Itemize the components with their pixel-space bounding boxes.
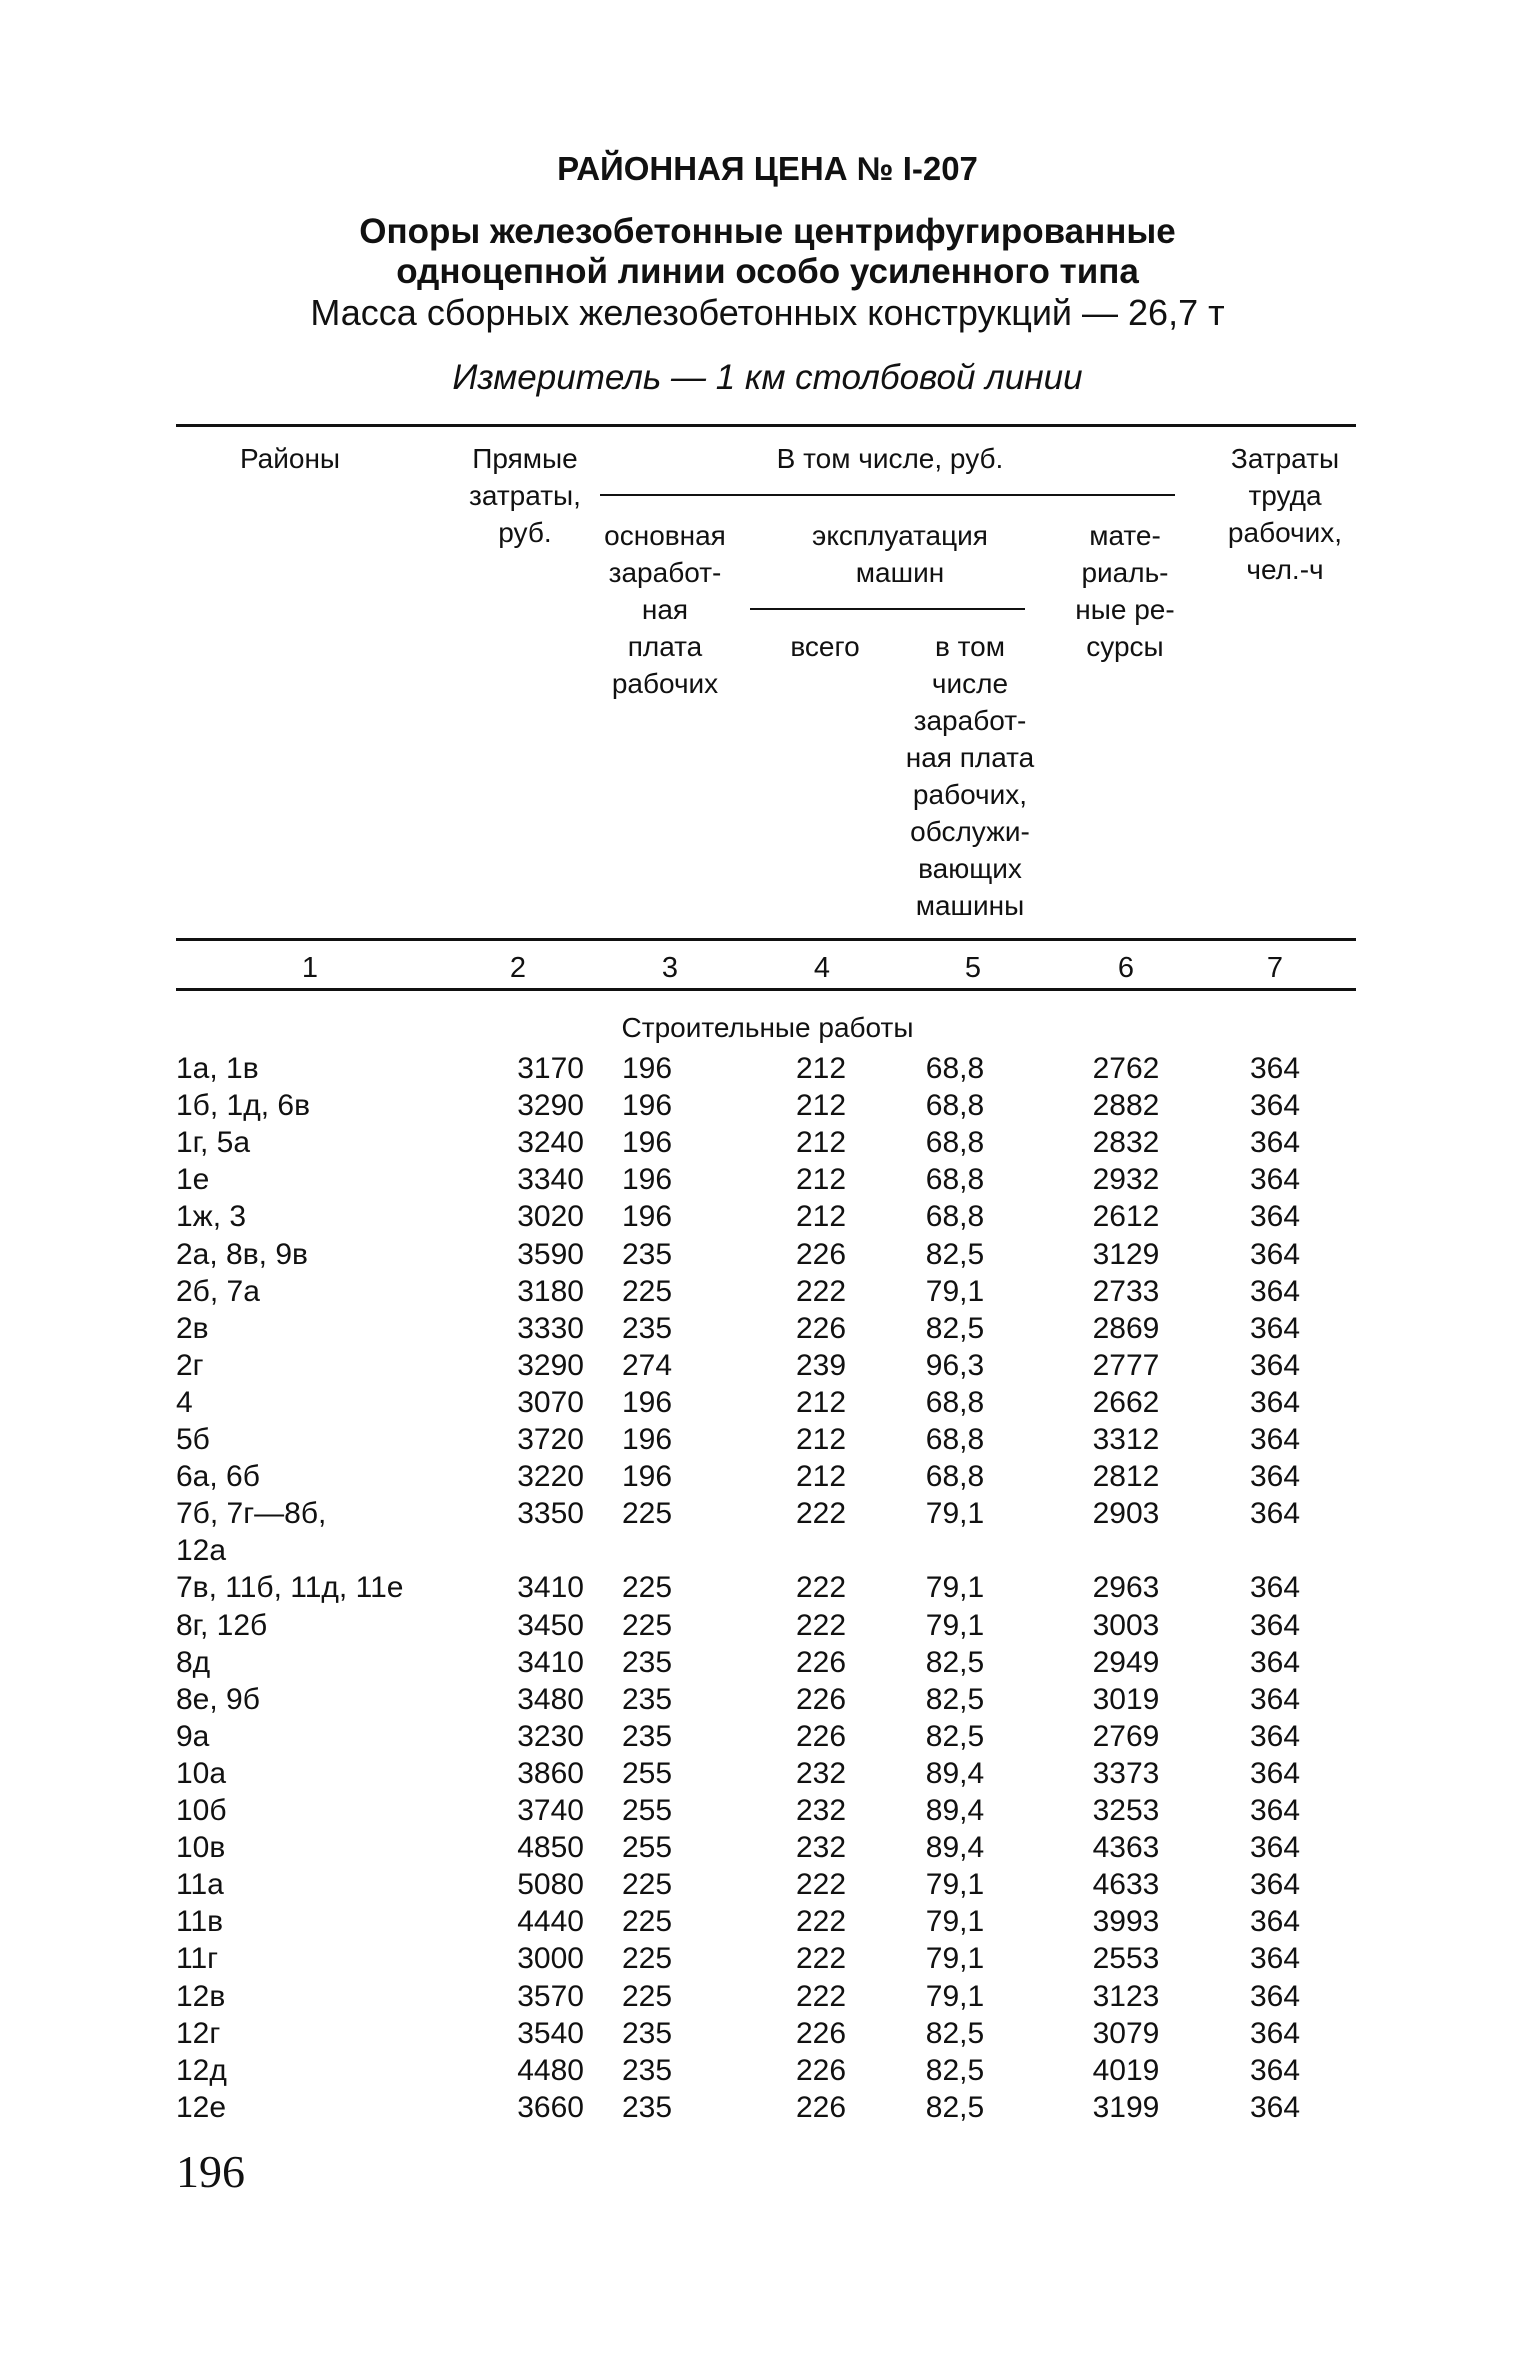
table-cell: 364 [1249, 1126, 1301, 1160]
table-cell: 12в [176, 1979, 226, 2013]
table-cell: 89,4 [925, 1831, 985, 1865]
table-cell: 3740 [517, 1794, 584, 1827]
table-row [0, 1757, 1535, 1794]
header-labor-line-4: чел.-ч [1246, 554, 1324, 585]
column-number-7: 7 [1266, 952, 1284, 984]
table-cell: 364 [1249, 1311, 1301, 1345]
table-cell: 3590 [517, 1237, 584, 1271]
table-cell: 222 [795, 1497, 847, 1531]
table-cell: 225 [621, 1942, 673, 1976]
table-cell: 82,5 [925, 2053, 985, 2087]
table-cell: 212 [795, 1163, 847, 1197]
header-wages-line-4: плата [627, 631, 703, 662]
section-title: Строительные работы [621, 1012, 914, 1043]
table-cell: 364 [1249, 1608, 1301, 1642]
table-cell: 2г [176, 1348, 204, 1382]
table-cell: 235 [621, 1719, 673, 1753]
measure-unit: Измеритель — 1 км столбовой линии [452, 358, 1083, 397]
table-row [0, 1942, 1535, 1979]
header-machines-wages-line-5: рабочих, [912, 779, 1028, 810]
table-cell: 4633 [1092, 1868, 1160, 1902]
column-numbers-bottom-rule [176, 988, 1356, 991]
table-cell: 212 [795, 1200, 847, 1234]
table-cell: 364 [1249, 1794, 1301, 1827]
column-number-4: 4 [813, 952, 831, 984]
table-row [0, 1349, 1535, 1386]
table-row [0, 1534, 1535, 1571]
table-cell: 232 [795, 1831, 847, 1865]
table-cell: 364 [1249, 1497, 1301, 1531]
table-cell: 212 [795, 1089, 847, 1123]
table-row [0, 1609, 1535, 1646]
table-cell: 3350 [517, 1497, 584, 1531]
table-cell: 3410 [517, 1571, 584, 1605]
table-cell: 3000 [517, 1942, 584, 1976]
table-cell: 364 [1249, 1831, 1301, 1865]
table-cell: 8е, 9б [176, 1682, 260, 1716]
table-cell: 3180 [517, 1274, 584, 1308]
table-cell: 3570 [517, 1979, 584, 2013]
table-cell: 235 [621, 1645, 673, 1679]
table-cell: 3220 [517, 1460, 584, 1494]
table-cell: 2553 [1092, 1942, 1160, 1976]
table-cell: 82,5 [925, 1645, 985, 1679]
table-cell: 364 [1249, 1905, 1301, 1939]
table-cell: 226 [795, 2090, 847, 2124]
header-materials-line-1: мате- [1089, 520, 1161, 551]
header-machines-line-2: машин [855, 557, 945, 588]
table-row [0, 1905, 1535, 1942]
table-cell: 9а [176, 1719, 210, 1753]
table-cell: 364 [1249, 1163, 1301, 1197]
table-cell: 2733 [1092, 1274, 1160, 1308]
table-cell: 235 [621, 1237, 673, 1271]
table-cell: 2812 [1092, 1460, 1160, 1494]
table-cell: 364 [1249, 1237, 1301, 1271]
header-bottom-rule [176, 938, 1356, 941]
table-cell: 12д [176, 2053, 227, 2087]
table-cell: 79,1 [925, 1608, 985, 1642]
table-cell: 239 [795, 1348, 847, 1382]
table-cell: 10в [176, 1831, 226, 1865]
header-regions: Районы [239, 443, 341, 474]
table-cell: 10а [176, 1756, 227, 1790]
header-labor-line-1: Затраты [1230, 443, 1340, 474]
table-cell: 4019 [1092, 2053, 1160, 2087]
table-cell: 3450 [517, 1608, 584, 1642]
table-cell: 212 [795, 1460, 847, 1494]
table-cell: 2882 [1092, 1089, 1160, 1123]
table-cell: 212 [795, 1052, 847, 1085]
table-cell: 212 [795, 1385, 847, 1419]
table-cell: 2832 [1092, 1126, 1160, 1160]
table-row [0, 1163, 1535, 1200]
header-labor-line-3: рабочих, [1227, 517, 1343, 548]
table-cell: 3240 [517, 1126, 584, 1160]
table-cell: 2932 [1092, 1163, 1160, 1197]
table-cell: 225 [621, 1868, 673, 1902]
table-cell: 68,8 [925, 1423, 985, 1456]
table-row [0, 1052, 1535, 1089]
table-cell: 226 [795, 2016, 847, 2050]
table-cell: 364 [1249, 1423, 1301, 1456]
table-cell: 2в [176, 1311, 209, 1345]
table-cell: 196 [621, 1460, 673, 1494]
table-cell: 82,5 [925, 2016, 985, 2050]
table-cell: 68,8 [925, 1385, 985, 1419]
table-cell: 196 [621, 1163, 673, 1197]
header-wages-line-2: заработ- [608, 557, 722, 588]
table-cell: 7б, 7г—8б, [176, 1497, 327, 1531]
table-cell: 364 [1249, 1385, 1301, 1419]
table-cell: 3480 [517, 1682, 584, 1716]
table-cell: 4440 [517, 1905, 584, 1939]
table-cell: 3993 [1092, 1905, 1160, 1939]
header-machines-line-1: эксплуатация [812, 520, 988, 551]
table-cell: 79,1 [925, 1497, 985, 1531]
table-cell: 82,5 [925, 1719, 985, 1753]
header-including: В том числе, руб. [776, 443, 1004, 474]
table-row [0, 1980, 1535, 2017]
table-cell: 225 [621, 1571, 673, 1605]
column-number-2: 2 [509, 952, 527, 984]
table-cell: 2903 [1092, 1497, 1160, 1531]
table-cell: 82,5 [925, 2090, 985, 2124]
header-materials-line-4: сурсы [1086, 631, 1164, 662]
table-cell: 79,1 [925, 1868, 985, 1902]
table-cell: 196 [621, 1423, 673, 1456]
table-cell: 11а [176, 1868, 224, 1902]
table-cell: 11г [176, 1942, 219, 1976]
table-row [0, 1868, 1535, 1905]
header-machines-wages-line-3: заработ- [913, 705, 1027, 736]
header-direct-costs-line-1: Прямые [472, 443, 578, 474]
table-cell: 222 [795, 1274, 847, 1308]
table-cell: 226 [795, 2053, 847, 2087]
column-number-1: 1 [301, 952, 319, 984]
table-row [0, 1423, 1535, 1460]
table-cell: 2612 [1092, 1200, 1160, 1234]
table-cell: 3290 [517, 1089, 584, 1123]
table-row [0, 2091, 1535, 2128]
table-row [0, 1089, 1535, 1126]
table-cell: 96,3 [925, 1348, 985, 1382]
table-cell: 225 [621, 1608, 673, 1642]
header-machines-wages-line-4: ная плата [905, 742, 1035, 773]
table-cell: 222 [795, 1979, 847, 2013]
table-cell: 364 [1249, 1089, 1301, 1123]
table-cell: 82,5 [925, 1311, 985, 1345]
table-cell: 364 [1249, 1052, 1301, 1085]
table-row [0, 2017, 1535, 2054]
table-cell: 212 [795, 1126, 847, 1160]
table-cell: 3003 [1092, 1608, 1160, 1642]
table-cell: 364 [1249, 1756, 1301, 1790]
table-cell: 226 [795, 1719, 847, 1753]
table-row [0, 1794, 1535, 1831]
column-number-6: 6 [1117, 952, 1135, 984]
header-machines-wages-line-8: машины [915, 890, 1025, 921]
table-row [0, 1646, 1535, 1683]
table-cell: 79,1 [925, 1905, 985, 1939]
table-cell: 2869 [1092, 1311, 1160, 1345]
table-cell: 225 [621, 1274, 673, 1308]
table-cell: 4480 [517, 2053, 584, 2087]
table-cell: 255 [621, 1831, 673, 1865]
table-row [0, 2054, 1535, 2091]
table-cell: 212 [795, 1423, 847, 1456]
table-cell: 1б, 1д, 6в [176, 1089, 311, 1123]
table-cell: 2662 [1092, 1385, 1160, 1419]
table-cell: 2б, 7а [176, 1274, 260, 1308]
table-cell: 12г [176, 2016, 221, 2050]
header-direct-costs-line-3: руб. [498, 517, 552, 548]
table-cell: 232 [795, 1756, 847, 1790]
table-cell: 8д [176, 1645, 211, 1679]
table-cell: 3170 [517, 1052, 584, 1085]
table-cell: 12а [176, 1534, 227, 1568]
table-cell: 364 [1249, 1274, 1301, 1308]
table-cell: 4850 [517, 1831, 584, 1865]
table-cell: 225 [621, 1979, 673, 2013]
table-row [0, 1200, 1535, 1237]
table-cell: 1ж, 3 [176, 1200, 247, 1234]
table-cell: 235 [621, 1682, 673, 1716]
table-row [0, 1386, 1535, 1423]
header-labor-line-2: труда [1248, 480, 1322, 511]
table-cell: 3020 [517, 1200, 584, 1234]
table-cell: 235 [621, 1311, 673, 1345]
table-cell: 3253 [1092, 1794, 1160, 1827]
header-machines-wages-line-1: в том [935, 631, 1005, 662]
table-row [0, 1497, 1535, 1534]
table-cell: 89,4 [925, 1756, 985, 1790]
table-cell: 3410 [517, 1645, 584, 1679]
table-cell: 364 [1249, 1682, 1301, 1716]
table-cell: 79,1 [925, 1274, 985, 1308]
table-cell: 225 [621, 1497, 673, 1531]
table-cell: 3860 [517, 1756, 584, 1790]
table-cell: 226 [795, 1682, 847, 1716]
table-cell: 1а, 1в [176, 1052, 259, 1085]
header-wages-line-3: ная [641, 594, 689, 625]
table-cell: 4 [176, 1385, 193, 1419]
table-cell: 255 [621, 1756, 673, 1790]
table-cell: 2762 [1092, 1052, 1160, 1085]
table-cell: 232 [795, 1794, 847, 1827]
table-cell: 235 [621, 2053, 673, 2087]
table-cell: 235 [621, 2016, 673, 2050]
table-cell: 5б [176, 1423, 210, 1456]
table-cell: 222 [795, 1608, 847, 1642]
table-cell: 68,8 [925, 1163, 985, 1197]
table-cell: 196 [621, 1089, 673, 1123]
table-cell: 68,8 [925, 1200, 985, 1234]
table-top-rule [176, 424, 1356, 427]
table-cell: 7в, 11б, 11д, 11е [176, 1571, 404, 1605]
page-number: 196 [176, 2146, 245, 2197]
table-cell: 364 [1249, 1868, 1301, 1902]
table-row [0, 1312, 1535, 1349]
table-cell: 364 [1249, 1645, 1301, 1679]
table-cell: 68,8 [925, 1089, 985, 1123]
header-machines-rule [750, 608, 1025, 610]
table-row [0, 1571, 1535, 1608]
table-cell: 4363 [1092, 1831, 1160, 1865]
table-cell: 3230 [517, 1719, 584, 1753]
table-cell: 6а, 6б [176, 1460, 260, 1494]
table-cell: 222 [795, 1571, 847, 1605]
table-cell: 364 [1249, 1571, 1301, 1605]
header-machines-wages-line-7: вающих [918, 853, 1022, 884]
table-cell: 3070 [517, 1385, 584, 1419]
table-cell: 364 [1249, 1719, 1301, 1753]
header-including-rule [600, 494, 1175, 496]
header-wages [580, 517, 750, 702]
table-cell: 79,1 [925, 1979, 985, 2013]
header-wages-line-5: рабочих [611, 668, 719, 699]
table-cell: 196 [621, 1126, 673, 1160]
table-row [0, 1683, 1535, 1720]
table-row [0, 1126, 1535, 1163]
table-cell: 82,5 [925, 1682, 985, 1716]
table-cell: 11в [176, 1905, 224, 1939]
header-labor-costs [1190, 440, 1380, 588]
table-cell: 2а, 8в, 9в [176, 1237, 308, 1271]
mass-line: Масса сборных железобетонных конструкций — 26,7 т [310, 292, 1225, 333]
table-cell: 68,8 [925, 1126, 985, 1160]
table-cell: 222 [795, 1868, 847, 1902]
header-materials-line-2: риаль- [1081, 557, 1169, 588]
table-cell: 226 [795, 1645, 847, 1679]
table-cell: 196 [621, 1385, 673, 1419]
table-cell: 225 [621, 1905, 673, 1939]
table-cell: 3199 [1092, 2090, 1160, 2124]
table-cell: 82,5 [925, 1237, 985, 1271]
table-cell: 2777 [1092, 1348, 1160, 1382]
table-row [0, 1460, 1535, 1497]
document-title-line-2: одноцепной линии особо усиленного типа [396, 252, 1139, 291]
table-cell: 2949 [1092, 1645, 1160, 1679]
header-machines [770, 517, 1030, 591]
table-cell: 235 [621, 2090, 673, 2124]
table-cell: 68,8 [925, 1460, 985, 1494]
table-row [0, 1720, 1535, 1757]
header-machines-wages-line-2: числе [931, 668, 1009, 699]
header-direct-costs-line-2: затраты, [469, 480, 581, 511]
column-number-3: 3 [661, 952, 679, 984]
table-cell: 2963 [1092, 1571, 1160, 1605]
table-cell: 1г, 5а [176, 1126, 251, 1160]
table-cell: 196 [621, 1200, 673, 1234]
table-cell: 12е [176, 2090, 227, 2124]
table-cell: 364 [1249, 1979, 1301, 2013]
table-cell: 222 [795, 1942, 847, 1976]
table-cell: 364 [1249, 1942, 1301, 1976]
table-cell: 364 [1249, 1348, 1301, 1382]
table-cell: 364 [1249, 2016, 1301, 2050]
document-title-line-1: Опоры железобетонные центрифугированные [359, 212, 1176, 251]
table-cell: 3373 [1092, 1756, 1160, 1790]
table-cell: 3290 [517, 1348, 584, 1382]
table-cell: 3312 [1092, 1423, 1160, 1456]
table-cell: 1е [176, 1163, 210, 1197]
table-cell: 364 [1249, 1200, 1301, 1234]
table-cell: 196 [621, 1052, 673, 1085]
table-cell: 3019 [1092, 1682, 1160, 1716]
table-row [0, 1275, 1535, 1312]
table-cell: 226 [795, 1311, 847, 1345]
header-materials-line-3: ные ре- [1075, 594, 1175, 625]
table-cell: 8г, 12б [176, 1608, 268, 1642]
header-machines-total: всего [790, 631, 860, 662]
table-cell: 274 [621, 1348, 673, 1382]
table-cell: 5080 [517, 1868, 584, 1902]
table-cell: 3720 [517, 1423, 584, 1456]
table-cell: 226 [795, 1237, 847, 1271]
table-cell: 3540 [517, 2016, 584, 2050]
header-materials [1055, 517, 1195, 665]
table-cell: 3129 [1092, 1237, 1160, 1271]
table-row [0, 1238, 1535, 1275]
column-number-5: 5 [964, 952, 982, 984]
table-cell: 364 [1249, 1460, 1301, 1494]
table-cell: 255 [621, 1794, 673, 1827]
table-cell: 79,1 [925, 1942, 985, 1976]
table-cell: 79,1 [925, 1571, 985, 1605]
table-cell: 3330 [517, 1311, 584, 1345]
header-wages-line-1: основная [604, 520, 726, 551]
table-cell: 364 [1249, 2090, 1301, 2124]
table-cell: 3660 [517, 2090, 584, 2124]
table-cell: 364 [1249, 2053, 1301, 2087]
table-cell: 89,4 [925, 1794, 985, 1827]
table-cell: 3123 [1092, 1979, 1160, 2013]
table-cell: 222 [795, 1905, 847, 1939]
header-machines-wages-line-6: обслужи- [910, 816, 1030, 847]
table-cell: 68,8 [925, 1052, 985, 1085]
table-row [0, 1831, 1535, 1868]
header-machines-wages [885, 628, 1055, 924]
price-title: РАЙОННАЯ ЦЕНА № I-207 [557, 150, 978, 187]
table-cell: 2769 [1092, 1719, 1160, 1753]
table-cell: 10б [176, 1794, 227, 1827]
table-cell: 3079 [1092, 2016, 1160, 2050]
table-cell: 3340 [517, 1163, 584, 1197]
